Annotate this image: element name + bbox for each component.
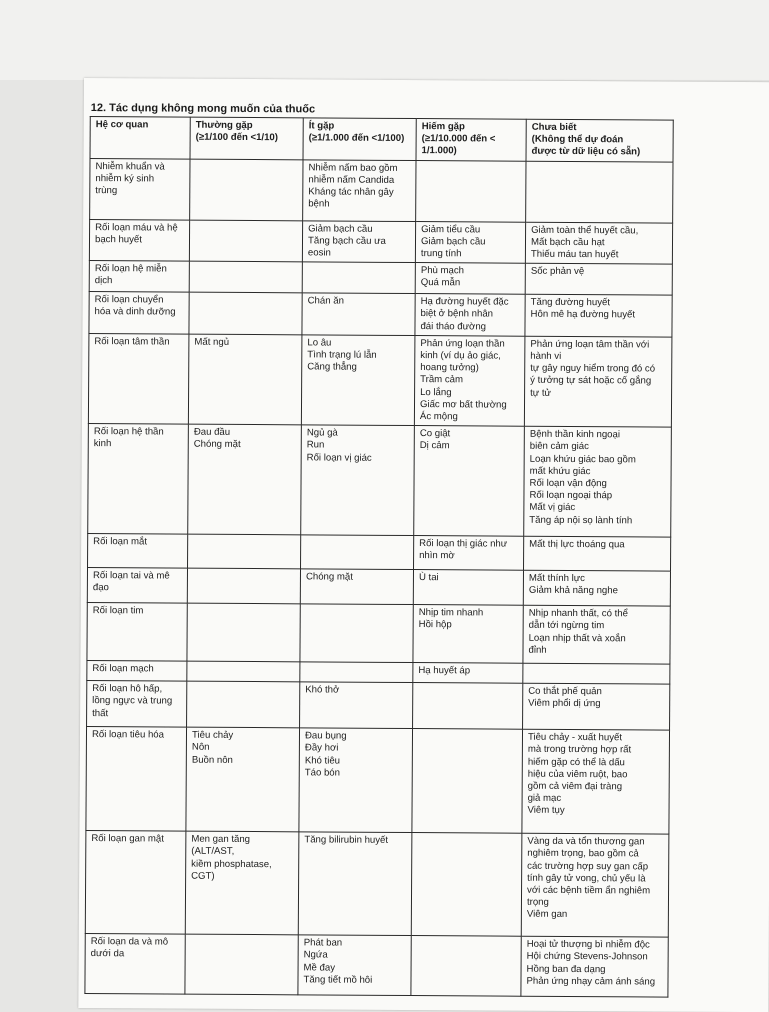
cell-line: Rối loạn gan mật bbox=[91, 833, 164, 845]
cell-rare bbox=[415, 263, 525, 295]
cell-unknown bbox=[521, 833, 669, 937]
cell-line: đái tháo đường bbox=[420, 320, 487, 333]
cell-line: Giảm khả năng nghe bbox=[528, 585, 618, 597]
section-title: 12. Tác dụng không mong muốn của thuốc bbox=[90, 102, 316, 116]
cell-line: Căng thẳng bbox=[307, 361, 357, 373]
cell-uncommon bbox=[299, 728, 413, 833]
header-unknown bbox=[526, 119, 673, 162]
cell-line: (≥1/100 đến <1/10) bbox=[195, 131, 278, 144]
cell-line: đỉnh bbox=[528, 644, 547, 656]
cell-unknown bbox=[526, 161, 673, 223]
cell-line: Tình trạng lú lẫn bbox=[307, 349, 377, 361]
cell-common bbox=[189, 261, 302, 293]
cell-common bbox=[186, 727, 300, 832]
cell-organ-system bbox=[87, 661, 187, 682]
cell-line: Mất thính lực bbox=[528, 572, 585, 585]
cell-line: hiếm gặp có thể là dấu bbox=[527, 756, 625, 768]
cell-uncommon bbox=[302, 262, 415, 294]
cell-line: Co thắt phế quản bbox=[528, 685, 602, 698]
table-row bbox=[89, 261, 672, 296]
cell-line: Giảm bạch cầu bbox=[420, 235, 486, 248]
cell-uncommon bbox=[301, 425, 415, 536]
cell-common bbox=[185, 934, 298, 995]
cell-line: Phản ứng nhạy cảm ánh sáng bbox=[526, 975, 656, 988]
cell-line: Phản ứng loạn tâm thần với hành vi bbox=[530, 338, 652, 362]
cell-common bbox=[190, 159, 303, 221]
cell-common bbox=[189, 292, 302, 334]
cell-common bbox=[188, 334, 302, 425]
cell-line: Mất vị giác bbox=[529, 502, 576, 514]
cell-line: Buồn nôn bbox=[191, 754, 233, 766]
cell-line: Giảm bạch cầu bbox=[308, 222, 373, 235]
cell-common bbox=[185, 831, 299, 935]
cell-line: Trầm cảm bbox=[420, 374, 464, 386]
cell-line: Rối loạn ngoại tháp bbox=[529, 489, 613, 502]
cell-rare bbox=[413, 683, 523, 730]
cell-uncommon bbox=[300, 569, 413, 605]
cell-line: biên cảm giác bbox=[529, 441, 589, 453]
cell-line: Rối loạn mạch bbox=[92, 663, 154, 675]
table-row bbox=[86, 727, 670, 835]
cell-line: Rối loạn vận động bbox=[529, 477, 607, 490]
cell-line: Chóng mặt bbox=[193, 439, 241, 451]
adverse-effects-table bbox=[84, 116, 673, 998]
cell-line: Tiêu chảy - xuất huyết bbox=[527, 731, 623, 744]
cell-line: Phù mạch bbox=[420, 265, 465, 277]
table-row bbox=[89, 292, 672, 337]
cell-unknown bbox=[523, 683, 670, 730]
cell-rare bbox=[415, 294, 525, 336]
cell-common bbox=[187, 603, 300, 662]
cell-line: ý tưởng tự sát hoặc cố gắng bbox=[530, 375, 652, 387]
cell-unknown bbox=[524, 336, 672, 427]
cell-unknown bbox=[524, 536, 671, 571]
cell-line: Hồng ban đa dạng bbox=[526, 963, 606, 975]
table-row bbox=[90, 158, 673, 223]
cell-line: tự gây nguy hiểm trong đó có bbox=[530, 362, 656, 375]
cell-line: Đau đầu bbox=[193, 426, 231, 439]
cell-line: Mất ngủ bbox=[194, 336, 230, 348]
cell-line: Giấc mơ bất thường bbox=[419, 398, 507, 411]
cell-line: với các bệnh tiềm ẩn nghiêm bbox=[527, 884, 651, 897]
cell-uncommon bbox=[300, 662, 413, 683]
cell-line: Hoại tử thượng bì nhiễm độc bbox=[526, 938, 650, 951]
cell-line: Nhiễm nấm bao gồm bbox=[308, 161, 398, 174]
cell-organ-system bbox=[88, 333, 189, 424]
cell-line: Viêm phổi dị ứng bbox=[528, 698, 601, 710]
cell-line: đạo bbox=[92, 582, 109, 594]
cell-line: Tăng tiết mồ hôi bbox=[303, 974, 373, 986]
cell-line: Phản ứng loạn thần bbox=[420, 337, 505, 350]
cell-line: trọng bbox=[526, 896, 549, 909]
cell-rare bbox=[414, 426, 525, 537]
cell-line: Sốc phản vệ bbox=[530, 265, 585, 278]
cell-rare bbox=[414, 536, 524, 571]
cell-line: (≥1/1.000 đến <1/100) bbox=[308, 132, 405, 145]
cell-line: Ác mộng bbox=[419, 411, 458, 423]
cell-line: dẫn tới ngừng tim bbox=[528, 620, 605, 632]
cell-uncommon bbox=[301, 535, 414, 570]
table-row bbox=[87, 603, 670, 665]
cell-line: Chóng mặt bbox=[305, 571, 353, 583]
cell-line: Mất thị lực thoáng qua bbox=[529, 538, 625, 551]
cell-unknown bbox=[523, 663, 670, 684]
cell-common bbox=[187, 681, 300, 728]
table-body bbox=[85, 158, 673, 997]
cell-line: Rối loạn vị giác bbox=[306, 452, 372, 464]
cell-unknown bbox=[522, 729, 670, 834]
cell-line: Nôn bbox=[191, 742, 210, 754]
cell-line: Tăng bạch cầu ưa eosin bbox=[307, 235, 389, 259]
cell-organ-system bbox=[85, 831, 186, 935]
cell-line: Nhiễm khuẩn và bbox=[95, 160, 165, 173]
cell-line: Loạn nhịp thất và xoắn bbox=[528, 632, 626, 644]
cell-unknown bbox=[521, 936, 668, 997]
cell-line: được từ dữ liệu có sẵn) bbox=[531, 146, 641, 158]
cell-line: Lo âu bbox=[307, 337, 332, 349]
cell-line: Men gan tăng (ALT/AST, bbox=[191, 833, 253, 858]
cell-line: hóa và dinh dưỡng bbox=[94, 306, 176, 318]
table-row bbox=[87, 568, 670, 607]
cell-line: Rối loạn tâm thần bbox=[94, 335, 170, 348]
table-header-row bbox=[90, 117, 673, 162]
cell-line: Rối loạn tiêu hóa bbox=[91, 729, 165, 741]
cell-line: hoang tưởng) bbox=[420, 362, 479, 374]
table-row bbox=[85, 831, 669, 938]
cell-unknown bbox=[525, 263, 672, 295]
cell-line: Rối loạn máu và hệ bbox=[95, 221, 178, 234]
cell-unknown bbox=[525, 222, 672, 265]
cell-line: Thiếu máu tan huyết bbox=[530, 248, 619, 261]
cell-line: dưới da bbox=[90, 948, 125, 960]
cell-line: Chưa biết bbox=[531, 121, 577, 134]
cell-line: Mề đay bbox=[303, 962, 336, 974]
cell-line: Hồi hộp bbox=[418, 619, 452, 631]
cell-organ-system bbox=[88, 534, 188, 569]
table-row bbox=[88, 333, 672, 427]
cell-uncommon bbox=[300, 682, 413, 729]
table-row bbox=[85, 934, 668, 998]
scan-background bbox=[0, 0, 769, 80]
cell-organ-system bbox=[87, 603, 187, 662]
cell-line: Hội chứng Stevens-Johnson bbox=[526, 951, 648, 963]
cell-common bbox=[187, 568, 300, 604]
table-row bbox=[87, 681, 670, 731]
cell-rare bbox=[413, 605, 523, 664]
cell-line: tính gây tử vong, chủ yếu là bbox=[527, 872, 646, 885]
cell-organ-system bbox=[88, 424, 189, 535]
cell-line: Hiếm gặp bbox=[421, 121, 465, 133]
cell-line: dịch bbox=[94, 275, 113, 287]
cell-line: Bệnh thần kinh ngoại bbox=[529, 428, 621, 441]
cell-organ-system bbox=[87, 568, 187, 604]
cell-line: Ngứa bbox=[303, 949, 328, 961]
cell-rare bbox=[415, 221, 525, 263]
cell-line: thất bbox=[92, 707, 109, 719]
cell-line: Giảm tiểu cầu bbox=[421, 223, 481, 236]
cell-line: lồng ngực và trung bbox=[92, 695, 173, 708]
cell-line: (≥1/10.000 đến < bbox=[421, 133, 496, 145]
cell-line: Hạ huyết áp bbox=[418, 665, 471, 677]
cell-line: Táo bón bbox=[304, 767, 341, 779]
cell-line: Khó tiêu bbox=[304, 755, 341, 767]
cell-line: Hôn mê hạ đường huyết bbox=[530, 309, 636, 321]
cell-line: (Không thể dự đoán bbox=[531, 133, 624, 146]
cell-line: Nhịp tim nhanh bbox=[418, 607, 484, 619]
cell-organ-system bbox=[89, 292, 189, 334]
cell-rare bbox=[414, 335, 525, 426]
cell-line: Khó thở bbox=[305, 684, 340, 696]
header-common bbox=[190, 117, 303, 159]
cell-common bbox=[189, 220, 302, 262]
cell-line: trùng bbox=[95, 185, 118, 197]
cell-line: Co giật bbox=[419, 428, 451, 440]
cell-line: Phát ban bbox=[303, 937, 343, 949]
cell-line: biệt ở bệnh nhân bbox=[420, 308, 494, 320]
cell-line: Loạn khứu giác bao gồm bbox=[529, 453, 636, 466]
cell-line: Hạ đường huyết đặc bbox=[420, 296, 509, 308]
cell-line: nhìn mờ bbox=[419, 550, 455, 562]
cell-line: kiềm phosphatase, CGT) bbox=[191, 858, 275, 882]
cell-uncommon bbox=[298, 935, 411, 996]
cell-common bbox=[188, 534, 301, 569]
cell-line: Đau bụng bbox=[304, 730, 347, 742]
cell-uncommon bbox=[303, 159, 416, 221]
cell-line: bệnh bbox=[308, 198, 330, 210]
cell-organ-system bbox=[87, 681, 187, 728]
cell-organ-system bbox=[89, 261, 189, 293]
table-row bbox=[88, 534, 671, 572]
cell-line: kinh (ví dụ ảo giác, bbox=[420, 350, 501, 362]
cell-line: Mất bạch cầu hạt bbox=[530, 236, 605, 248]
cell-line: bạch huyết bbox=[94, 233, 143, 246]
cell-unknown bbox=[523, 605, 670, 664]
cell-rare bbox=[413, 570, 523, 606]
cell-line: Rối loạn chuyển bbox=[94, 294, 164, 306]
cell-line: Hệ cơ quan bbox=[95, 119, 149, 131]
cell-line: mất khứu giác bbox=[529, 465, 591, 477]
cell-line: Ù tai bbox=[418, 572, 439, 584]
cell-line: Nhịp nhanh thất, có thể bbox=[528, 607, 628, 620]
cell-line: nhiễm nấm Candida bbox=[308, 174, 395, 186]
cell-organ-system bbox=[85, 934, 185, 995]
table-row bbox=[88, 424, 672, 538]
cell-unknown bbox=[525, 294, 672, 337]
cell-line: kinh bbox=[93, 438, 112, 450]
cell-unknown bbox=[524, 426, 672, 537]
cell-line: mà trong trường hợp rất bbox=[527, 744, 632, 756]
cell-line: Viêm gan bbox=[526, 909, 568, 921]
cell-line: nghiêm trọng, bao gồm cả bbox=[527, 848, 639, 860]
cell-line: Rối loạn thị giác như bbox=[419, 538, 508, 550]
table-row bbox=[89, 219, 672, 264]
cell-rare bbox=[416, 160, 526, 222]
cell-line: Rối loạn mắt bbox=[93, 536, 148, 548]
cell-line: Tăng đường huyết bbox=[530, 296, 611, 309]
cell-line: Tiêu chảy bbox=[191, 729, 234, 742]
cell-line: tự tử bbox=[530, 387, 551, 399]
cell-line: Quá mẫn bbox=[420, 277, 461, 289]
cell-common bbox=[188, 424, 302, 535]
cell-line: Ngủ gà bbox=[306, 427, 338, 439]
cell-line: 1/1.000) bbox=[421, 145, 457, 157]
cell-rare bbox=[411, 936, 521, 997]
header-rare bbox=[416, 119, 526, 161]
cell-line: giả mạc bbox=[527, 792, 562, 805]
cell-line: Run bbox=[306, 439, 325, 451]
cell-line: Tăng áp nội sọ lành tính bbox=[529, 514, 633, 527]
cell-line: Thường gặp bbox=[195, 119, 253, 132]
cell-organ-system bbox=[89, 219, 189, 261]
cell-line: Rối loạn hệ miễn bbox=[94, 263, 167, 275]
cell-line: Lo lắng bbox=[420, 386, 452, 398]
cell-line: Giảm toàn thể huyết cầu, bbox=[531, 224, 639, 236]
document-page bbox=[78, 78, 769, 1012]
cell-line: Tăng bilirubin huyết bbox=[304, 834, 389, 847]
cell-uncommon bbox=[302, 293, 415, 335]
cell-rare bbox=[413, 663, 523, 684]
cell-line: các trường hợp suy gan cấp bbox=[527, 860, 649, 873]
cell-line: Rối loạn tim bbox=[92, 605, 144, 617]
cell-organ-system bbox=[90, 158, 190, 220]
cell-line: Đầy hơi bbox=[304, 742, 339, 755]
cell-line: Dị cảm bbox=[419, 440, 450, 452]
cell-line: Kháng tác nhân gây bbox=[308, 186, 394, 198]
cell-common bbox=[187, 661, 300, 682]
cell-line: Vàng da và tổn thương gan bbox=[527, 835, 645, 848]
cell-line: nhiễm ký sinh bbox=[95, 172, 155, 185]
cell-line: trung tính bbox=[420, 248, 462, 260]
cell-line: Rối loạn hô hấp, bbox=[92, 683, 163, 695]
cell-unknown bbox=[523, 570, 670, 606]
cell-line: Chán ăn bbox=[307, 295, 344, 307]
cell-rare bbox=[412, 729, 523, 834]
cell-uncommon bbox=[298, 832, 412, 936]
cell-line: Rối loạn da và mô bbox=[90, 936, 169, 948]
cell-uncommon bbox=[302, 220, 415, 262]
cell-line: hiệu của viêm ruột, bao bbox=[527, 768, 628, 781]
cell-uncommon bbox=[300, 604, 413, 663]
header-organ-system bbox=[90, 117, 190, 159]
cell-line: gồm cả viêm đại tràng bbox=[527, 780, 623, 793]
cell-line: Viêm tụy bbox=[527, 805, 565, 817]
cell-rare bbox=[411, 833, 522, 937]
cell-organ-system bbox=[86, 727, 187, 832]
header-uncommon bbox=[303, 118, 416, 160]
cell-line: Ít gặp bbox=[308, 120, 335, 132]
cell-line: Rối loạn hệ thần bbox=[93, 426, 164, 438]
cell-line: Rối loạn tai và mê bbox=[92, 570, 170, 582]
cell-uncommon bbox=[301, 335, 415, 426]
